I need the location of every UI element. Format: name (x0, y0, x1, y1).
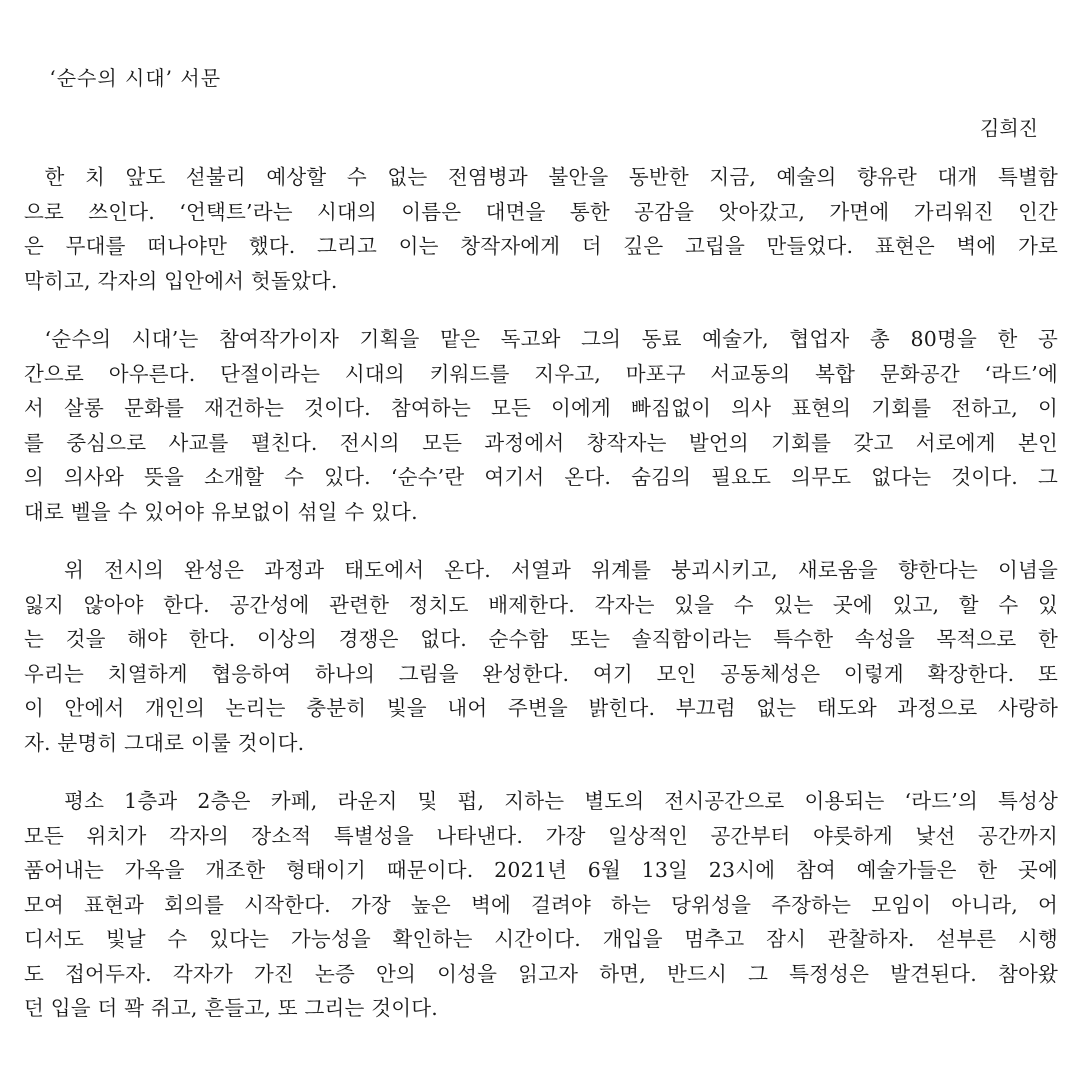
text-line: 자. 분명히 그대로 이룰 것이다. (24, 730, 305, 755)
author-name: 김희진 (980, 116, 1038, 140)
text-line: 품어내는 가옥을 개조한 형태이기 때문이다. 2021년 6월 13일 23시에 참여 예술가들은 한 곳에 (24, 858, 1058, 882)
text-line: 이 안에서 개인의 논리는 충분히 빛을 내어 주변을 밝힌다. 부끄럼 없는 태도와 과정으로 사랑하 (24, 696, 1058, 720)
paragraph (24, 322, 1058, 529)
text-line: 도 접어두자. 각자가 가진 논증 안의 이성을 읽고자 하면, 반드시 그 특정성은 발견된다. 참아왔 (24, 961, 1058, 986)
text-line: 모든 위치가 각자의 장소적 특별성을 나타낸다. 가장 일상적인 공간부터 야릇하게 낯선 공간까지 (24, 823, 1058, 848)
text-line: 대로 벨을 수 있어야 유보없이 섞일 수 있다. (24, 499, 418, 524)
text-line: 는 것을 해야 한다. 이상의 경쟁은 없다. 순수함 또는 솔직함이라는 특수한 속성을 목적으로 한 (24, 627, 1058, 651)
text-line: 서 살롱 문화를 재건하는 것이다. 참여하는 모든 이에게 빠짐없이 의사 표현의 기회를 전하고, 이 (24, 396, 1058, 420)
paragraph (24, 784, 1058, 1026)
text-line: 평소 1층과 2층은 카페, 라운지 및 펍, 지하는 별도의 전시공간으로 이용되는 ‘라드’의 특성상 (24, 789, 1058, 813)
paragraph (24, 553, 1058, 760)
document-body (24, 160, 1058, 1050)
text-line: 의 의사와 뜻을 소개할 수 있다. ‘순수’란 여기서 온다. 숨김의 필요도 의무도 없다는 것이다. 그 (24, 465, 1058, 489)
text-line: 우리는 치열하게 협응하여 하나의 그림을 완성한다. 여기 모인 공동체성은 이렇게 확장한다. 또 (24, 661, 1058, 686)
text-line: 디서도 빛날 수 있다는 가능성을 확인하는 시간이다. 개입을 멈추고 잠시 관찰하자. 섣부른 시행 (24, 927, 1058, 951)
text-line: ‘순수의 시대’는 참여작가이자 기획을 맡은 독고와 그의 동료 예술가, 협업자 총 80명을 한 공 (24, 327, 1058, 351)
text-line: 으로 쓰인다. ‘언택트’라는 시대의 이름은 대면을 통한 공감을 앗아갔고, 가면에 가리워진 인간 (24, 199, 1058, 224)
text-line: 한 치 앞도 섣불리 예상할 수 없는 전염병과 불안을 동반한 지금, 예술의 향유란 대개 특별함 (24, 165, 1058, 189)
text-line: 막히고, 각자의 입안에서 헛돌았다. (24, 268, 338, 293)
text-line: 간으로 아우른다. 단절이라는 시대의 키워드를 지우고, 마포구 서교동의 복합 문화공간 ‘라드’에 (24, 361, 1058, 386)
text-line: 잃지 않아야 한다. 공간성에 관련한 정치도 배제한다. 각자는 있을 수 있는 곳에 있고, 할 수 있 (24, 592, 1058, 617)
text-line: 은 무대를 떠나야만 했다. 그리고 이는 창작자에게 더 깊은 고립을 만들었다. 표현은 벽에 가로 (24, 234, 1058, 258)
text-line: 던 입을 더 꽉 쥐고, 흔들고, 또 그리는 것이다. (24, 996, 438, 1020)
document-title: ‘순수의 시대’ 서문 (42, 66, 222, 90)
paragraph (24, 160, 1058, 298)
text-line: 위 전시의 완성은 과정과 태도에서 온다. 서열과 위계를 붕괴시키고, 새로움을 향한다는 이념을 (24, 558, 1058, 582)
text-line: 모여 표현과 회의를 시작한다. 가장 높은 벽에 걸려야 하는 당위성을 주장하는 모임이 아니라, 어 (24, 892, 1058, 917)
text-line: 를 중심으로 사교를 펼친다. 전시의 모든 과정에서 창작자는 발언의 기회를 갖고 서로에게 본인 (24, 430, 1058, 455)
